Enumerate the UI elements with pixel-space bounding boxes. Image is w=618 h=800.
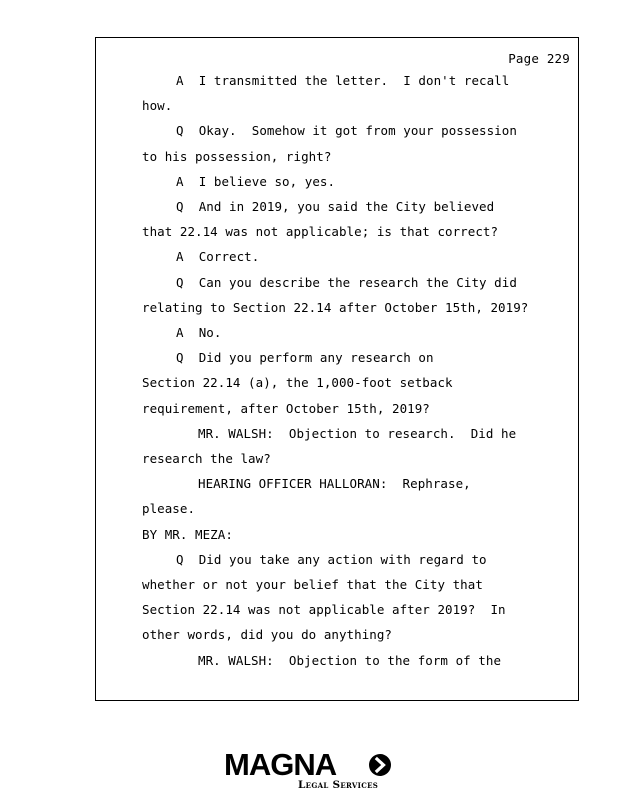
transcript-line: Q Okay. Somehow it got from your possession: [176, 123, 517, 139]
transcript-line: how.: [142, 98, 173, 114]
transcript-line: A Correct.: [176, 249, 260, 265]
transcript-line: Q Can you describe the research the City did: [176, 274, 517, 290]
transcript-line: BY MR. MEZA:: [142, 526, 233, 542]
transcript-line: Section 22.14 was not applicable after 2019? In: [142, 602, 506, 618]
transcript-line: relating to Section 22.14 after October 15th, 2019?: [142, 299, 529, 315]
logo-wordmark: MAGNA: [224, 747, 337, 782]
page-number: Page 229: [508, 51, 570, 66]
transcript-line: Q Did you take any action with regard to: [176, 551, 487, 567]
transcript-line: MR. WALSH: Objection to research. Did he: [198, 425, 517, 441]
transcript-line: whether or not your belief that the City that: [142, 577, 483, 592]
transcript-line: A I believe so, yes.: [176, 173, 336, 189]
transcript-line: HEARING OFFICER HALLORAN: Rephrase,: [198, 476, 471, 492]
transcript-line: requirement, after October 15th, 2019?: [142, 400, 430, 416]
transcript-line: A No.: [176, 325, 222, 340]
transcript-line: other words, did you do anything?: [142, 627, 392, 643]
transcript-line: research the law?: [142, 451, 271, 466]
transcript-line: MR. WALSH: Objection to the form of the: [198, 652, 502, 668]
transcript-line: Section 22.14 (a), the 1,000-foot setback: [142, 375, 453, 391]
transcript-line: A I transmitted the letter. I don't recall: [176, 73, 510, 88]
arrow-circle-icon: [368, 753, 392, 777]
magna-logo: [224, 748, 396, 794]
transcript-line: Q Did you perform any research on: [176, 350, 434, 366]
transcript-line: that 22.14 was not applicable; is that correct?: [142, 224, 499, 240]
transcript-page: [95, 37, 579, 701]
transcript-line: to his possession, right?: [142, 148, 332, 164]
transcript-line: Q And in 2019, you said the City believed: [176, 199, 495, 214]
logo-subtext: Legal Services: [298, 779, 379, 791]
transcript-line: please.: [142, 501, 196, 517]
